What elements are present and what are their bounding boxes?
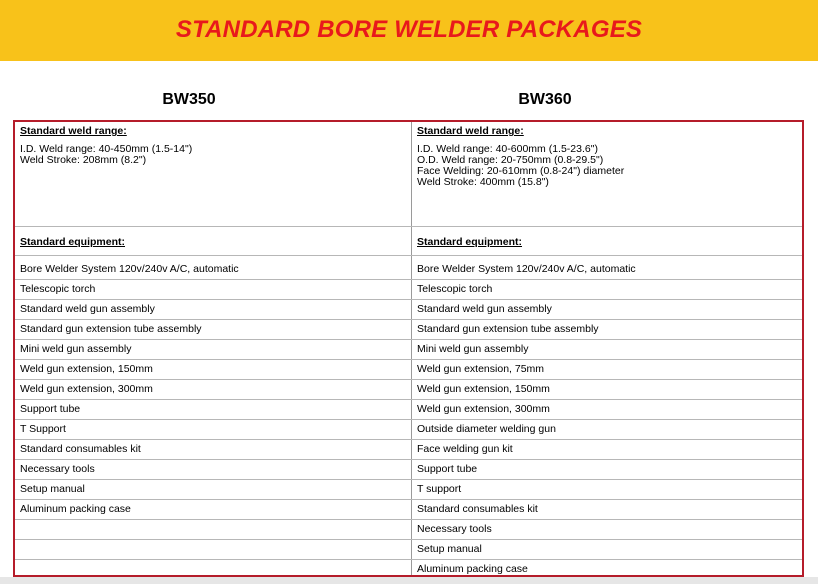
weld-range-heading: Standard weld range:: [417, 125, 524, 137]
model-heading-bw360: BW360: [518, 91, 572, 108]
row-divider: [15, 479, 802, 480]
equipment-item: Weld gun extension, 150mm: [417, 383, 550, 395]
equipment-heading: Standard equipment:: [417, 236, 523, 248]
column-divider: [411, 122, 412, 575]
equipment-item: Standard consumables kit: [20, 443, 141, 455]
row-divider: [15, 379, 802, 380]
equipment-item: Setup manual: [20, 483, 85, 495]
equipment-item: Telescopic torch: [417, 283, 493, 295]
equipment-item: Setup manual: [417, 543, 482, 555]
weld-range-list: [417, 144, 624, 188]
weld-range-line: O.D. Weld range: 20-750mm (0.8-29.5"): [417, 154, 604, 166]
bw360-column: [417, 122, 802, 575]
equipment-item: Outside diameter welding gun: [417, 423, 556, 435]
weld-range-line: Weld Stroke: 208mm (8.2"): [20, 154, 147, 166]
row-divider: [15, 226, 802, 227]
equipment-item: T Support: [20, 423, 66, 435]
weld-range-list: [20, 144, 192, 166]
row-divider: [15, 519, 802, 520]
equipment-item: Weld gun extension, 75mm: [417, 363, 545, 375]
row-divider: [15, 339, 802, 340]
equipment-item: Standard weld gun assembly: [20, 303, 155, 315]
weld-range-line: I.D. Weld range: 40-450mm (1.5-14"): [20, 143, 193, 155]
row-divider: [15, 559, 802, 560]
equipment-item: Weld gun extension, 300mm: [20, 383, 153, 395]
equipment-item: Support tube: [20, 403, 81, 415]
equipment-item: Standard gun extension tube assembly: [20, 323, 202, 335]
row-divider: [15, 319, 802, 320]
equipment-heading: Standard equipment:: [20, 236, 126, 248]
equipment-item: Face welding gun kit: [417, 443, 513, 455]
row-divider: [15, 459, 802, 460]
row-divider: [15, 439, 802, 440]
equipment-item: Bore Welder System 120v/240v A/C, automatic: [417, 263, 636, 275]
row-divider: [15, 499, 802, 500]
equipment-item: Necessary tools: [417, 523, 492, 535]
equipment-item: Necessary tools: [20, 463, 95, 475]
row-divider: [15, 359, 802, 360]
model-heading-bw350: BW350: [162, 91, 216, 108]
equipment-item: Weld gun extension, 300mm: [417, 403, 550, 415]
row-divider: [15, 279, 802, 280]
page-bottom-strip: [0, 577, 818, 584]
equipment-item: Mini weld gun assembly: [417, 343, 529, 355]
row-divider: [15, 539, 802, 540]
row-divider: [15, 299, 802, 300]
equipment-item: Bore Welder System 120v/240v A/C, automatic: [20, 263, 239, 275]
equipment-item: Standard gun extension tube assembly: [417, 323, 599, 335]
weld-range-line: I.D. Weld range: 40-600mm (1.5-23.6"): [417, 143, 598, 155]
equipment-item: Aluminum packing case: [20, 503, 131, 515]
bw350-column: [20, 122, 405, 575]
equipment-item: Telescopic torch: [20, 283, 96, 295]
weld-range-heading: Standard weld range:: [20, 125, 127, 137]
equipment-item: Standard weld gun assembly: [417, 303, 552, 315]
row-divider: [15, 419, 802, 420]
weld-range-line: Face Welding: 20-610mm (0.8-24") diameter: [417, 165, 625, 177]
equipment-item: T support: [417, 483, 462, 495]
equipment-item: Mini weld gun assembly: [20, 343, 132, 355]
row-divider: [15, 255, 802, 256]
weld-range-line: Weld Stroke: 400mm (15.8"): [417, 176, 549, 188]
equipment-item: Standard consumables kit: [417, 503, 538, 515]
header-banner: [0, 0, 818, 61]
page-title: STANDARD BORE WELDER PACKAGES: [175, 15, 643, 43]
equipment-item: Aluminum packing case: [417, 563, 528, 575]
equipment-item: Weld gun extension, 150mm: [20, 363, 153, 375]
equipment-item: Support tube: [417, 463, 478, 475]
row-divider: [15, 399, 802, 400]
packages-table: [13, 120, 804, 577]
